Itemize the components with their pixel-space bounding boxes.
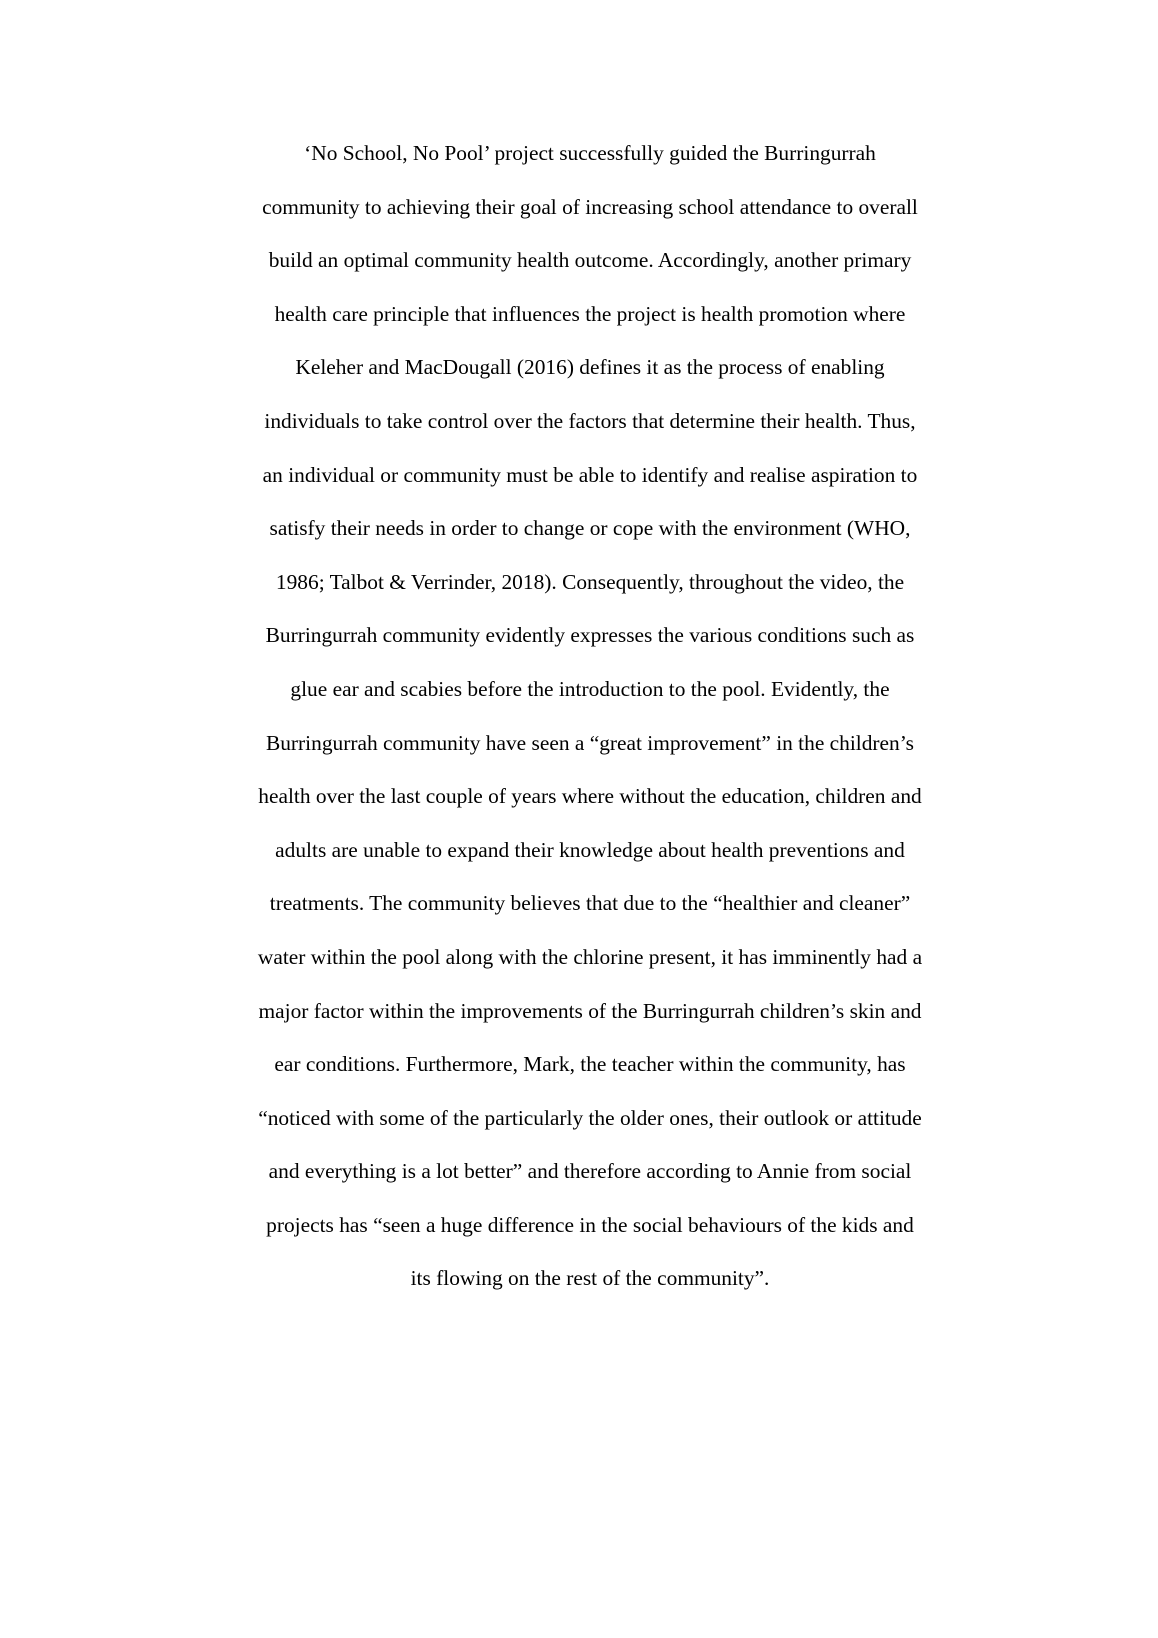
paragraph-line: build an optimal community health outcome. Accordingly, another primary bbox=[268, 248, 912, 273]
paragraph-line: health care principle that influences the project is health promotion where bbox=[274, 301, 906, 326]
paragraph-line: Keleher and MacDougall (2016) defines it as the process of enabling bbox=[295, 355, 885, 380]
paragraph-line: and everything is a lot better” and therefore according to Annie from social bbox=[268, 1159, 912, 1184]
paragraph-line: health over the last couple of years where without the education, children and bbox=[258, 784, 922, 809]
paragraph-line: projects has “seen a huge difference in the social behaviours of the kids and bbox=[266, 1212, 914, 1237]
paragraph-line: treatments. The community believes that due to the “healthier and cleaner” bbox=[269, 891, 911, 916]
paragraph-line: Burringurrah community have seen a “great improvement” in the children’s bbox=[265, 730, 915, 755]
paragraph-line: satisfy their needs in order to change or cope with the environment (WHO, bbox=[269, 516, 911, 541]
paragraph-line: “noticed with some of the particularly the older ones, their outlook or attitude bbox=[258, 1105, 922, 1130]
paragraph-line: major factor within the improvements of the Burringurrah children’s skin and bbox=[258, 998, 922, 1023]
body-paragraph bbox=[220, 127, 960, 1306]
paragraph-line: adults are unable to expand their knowledge about health preventions and bbox=[275, 837, 905, 862]
paragraph-line: an individual or community must be able to identify and realise aspiration to bbox=[262, 462, 918, 487]
paragraph-line: glue ear and scabies before the introduction to the pool. Evidently, the bbox=[290, 676, 890, 701]
paragraph-line: Burringurrah community evidently expresses the various conditions such as bbox=[265, 623, 915, 648]
paragraph-line: ‘No School, No Pool’ project successfully guided the Burringurrah bbox=[304, 141, 876, 165]
paragraph-line: 1986; Talbot & Verrinder, 2018). Consequently, throughout the video, the bbox=[275, 569, 905, 594]
paragraph-line: ear conditions. Furthermore, Mark, the teacher within the community, has bbox=[274, 1052, 906, 1077]
paragraph-line: water within the pool along with the chlorine present, it has imminently had a bbox=[257, 944, 923, 969]
paragraph-line: community to achieving their goal of increasing school attendance to overall bbox=[262, 194, 918, 219]
paragraph-line: its flowing on the rest of the community”. bbox=[410, 1266, 770, 1291]
paragraph-line: individuals to take control over the factors that determine their health. Thus, bbox=[264, 408, 916, 433]
